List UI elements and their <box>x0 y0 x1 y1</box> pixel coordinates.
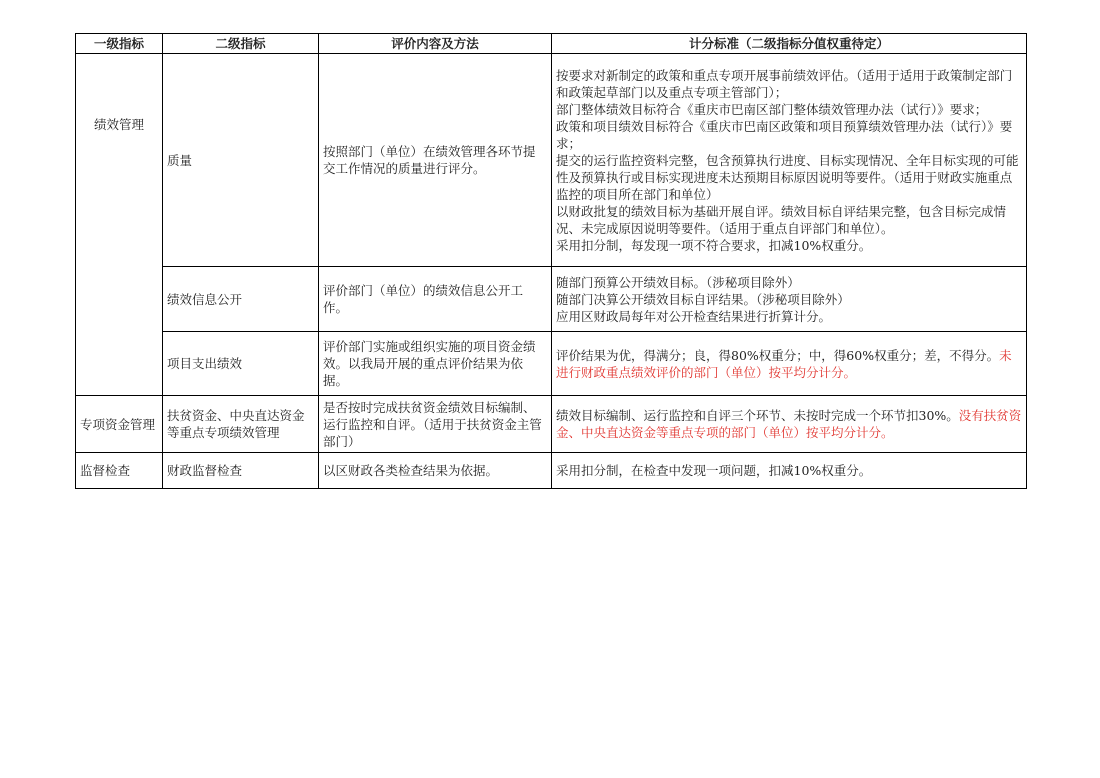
criteria-red-note: 未进行财政重点绩效评价的部门（单位）按平均分计分。 <box>556 347 1012 380</box>
criteria-line: 政策和项目绩效目标符合《重庆市巴南区政策和项目预算绩效管理办法（试行）》要求； <box>556 118 1013 151</box>
criteria-line: 部门整体绩效目标符合《重庆市巴南区部门整体绩效管理办法（试行）》要求； <box>556 101 988 117</box>
header-level1: 一级指标 <box>76 34 163 54</box>
method-special: 是否按时完成扶贫资金绩效目标编制、运行监控和自评。（适用于扶贫资金主管部门） <box>319 396 552 453</box>
table-row <box>76 332 1027 396</box>
level2-project: 项目支出绩效 <box>163 332 319 396</box>
criteria-red-note: 没有扶贫资金、中央直达资金等重点专项的部门（单位）按平均分计分。 <box>556 408 1022 440</box>
criteria-text: 绩效目标编制、运行监控和自评三个环节、未按时完成一个环节扣30%。 <box>556 408 959 423</box>
table-row <box>76 396 1027 453</box>
level1-special-funds: 专项资金管理 <box>76 396 163 453</box>
criteria-line: 按要求对新制定的政策和重点专项开展事前绩效评估。（适用于适用于政策制定部门和政策起草部门以及重点专项主管部门）； <box>556 67 1013 100</box>
criteria-text: 评价结果为优，得满分；良，得80%权重分；中，得60%权重分；差，不得分。 <box>556 347 1000 363</box>
criteria-special <box>552 396 1027 453</box>
indicator-table <box>75 33 1027 489</box>
table-row <box>76 453 1027 489</box>
level2-disclosure: 绩效信息公开 <box>163 267 319 332</box>
level1-supervision: 监督检查 <box>76 453 163 489</box>
header-method: 评价内容及方法 <box>319 34 552 54</box>
table-row <box>76 54 1027 267</box>
level2-quality: 质量 <box>163 54 319 267</box>
header-level2: 二级指标 <box>163 34 319 54</box>
method-quality: 按照部门（单位）在绩效管理各环节提交工作情况的质量进行评分。 <box>319 54 552 267</box>
header-criteria: 计分标准（二级指标分值权重待定） <box>552 34 1027 54</box>
criteria-line: 以财政批复的绩效目标为基础开展自评。绩效目标自评结果完整，包含目标完成情况、未完成原因说明等要件。（适用于重点自评部门和单位）。 <box>556 203 1007 236</box>
criteria-line: 随部门预算公开绩效目标。（涉秘项目除外） <box>556 274 800 290</box>
level2-special: 扶贫资金、中央直达资金等重点专项绩效管理 <box>163 396 319 453</box>
criteria-line: 采用扣分制，每发现一项不符合要求，扣减10%权重分。 <box>556 237 872 253</box>
table-row <box>76 267 1027 332</box>
criteria-line: 提交的运行监控资料完整，包含预算执行进度、目标实现情况、全年目标实现的可能性及预算执行或目标实现进度未达预期目标原因说明等要件。（适用于财政实施重点监控的项目所在部门和单位） <box>556 152 1019 202</box>
level1-performance-management: 绩效管理 <box>76 54 163 396</box>
method-project: 评价部门实施或组织实施的项目资金绩效。以我局开展的重点评价结果为依据。 <box>319 332 552 396</box>
criteria-disclosure <box>552 267 1027 332</box>
criteria-quality <box>552 54 1027 267</box>
method-disclosure: 评价部门（单位）的绩效信息公开工作。 <box>319 267 552 332</box>
header-row <box>76 34 1027 54</box>
criteria-project <box>552 332 1027 396</box>
level2-supervision: 财政监督检查 <box>163 453 319 489</box>
method-supervision: 以区财政各类检查结果为依据。 <box>319 453 552 489</box>
criteria-line: 随部门决算公开绩效目标自评结果。（涉秘项目除外） <box>556 291 850 307</box>
criteria-line: 应用区财政局每年对公开检查结果进行折算计分。 <box>556 308 832 324</box>
criteria-supervision: 采用扣分制，在检查中发现一项问题，扣减10%权重分。 <box>552 453 1027 489</box>
